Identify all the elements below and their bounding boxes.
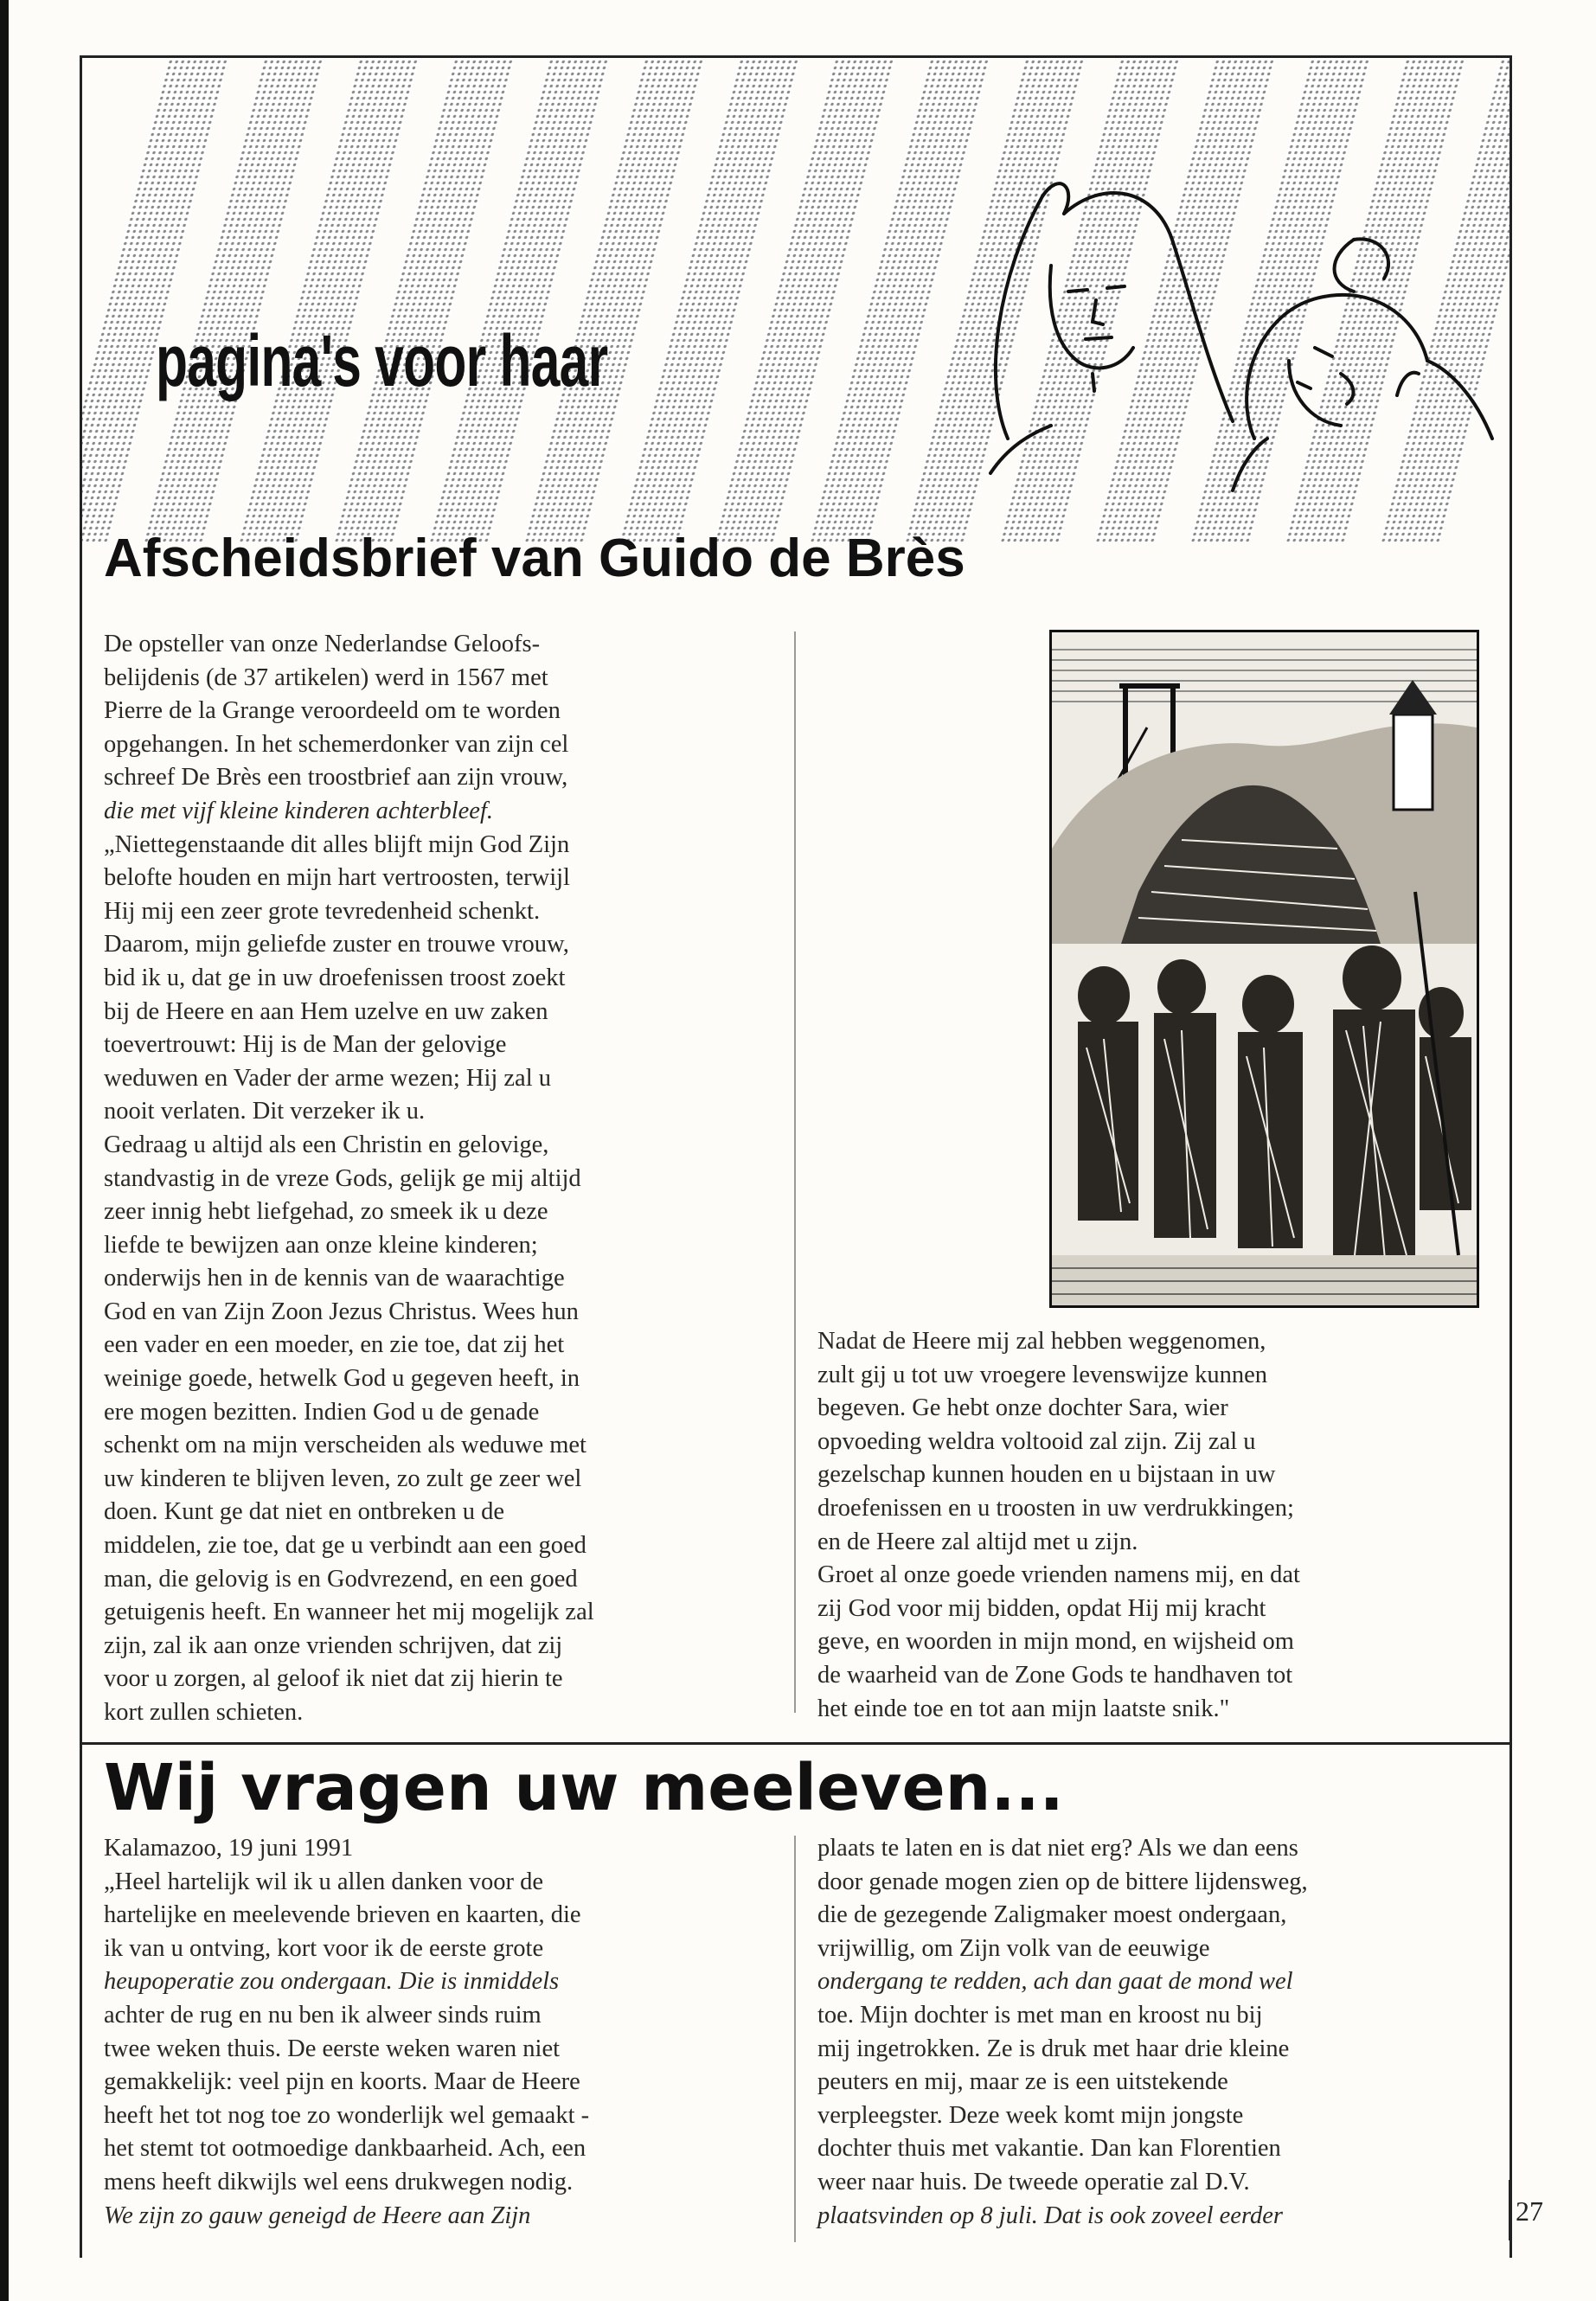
text-line: schreef De Brès een troostbrief aan zijn vrouw,	[104, 764, 568, 792]
text-line: zeer innig hebt liefgehad, zo smeek ik u deze	[104, 1198, 548, 1226]
text-line: voor u zorgen, al geloof ik niet dat zij hierin te	[104, 1665, 563, 1693]
text-line: heeft het tot nog toe zo wonderlijk wel gemaakt -	[104, 2101, 590, 2129]
section-title: pagina's voor haar	[156, 320, 608, 401]
text-line: door genade mogen zien op de bittere lijdensweg,	[817, 1868, 1308, 1895]
article-column-right	[817, 1325, 1484, 1726]
text-line: die de gezegende Zaligmaker moest ondergaan,	[817, 1901, 1287, 1929]
text-line: gemakkelijk: veel pijn en koorts. Maar de Heere	[104, 2068, 580, 2096]
text-line: droefenissen en u troosten in uw verdrukkingen;	[817, 1494, 1294, 1522]
text-line: mij ingetrokken. Ze is druk met haar drie kleine	[817, 2035, 1290, 2062]
text-line: heupoperatie zou ondergaan. Die is inmiddels	[104, 1968, 560, 1996]
article2-column-right	[817, 1832, 1484, 2233]
text-line: belofte houden en mijn hart vertroosten, terwijl	[104, 864, 570, 892]
text-line: Groet al onze goede vrienden namens mij, en dat	[817, 1561, 1300, 1589]
text-line: belijdenis (de 37 artikelen) werd in 1567 met	[104, 663, 548, 691]
article2-column-left	[104, 1832, 787, 2233]
text-line: bij de Heere en aan Hem uzelve en uw zaken	[104, 997, 548, 1025]
text-line: Nadat de Heere mij zal hebben weggenomen,	[817, 1328, 1266, 1355]
text-line: liefde te bewijzen aan onze kleine kinderen;	[104, 1231, 538, 1259]
text-line: plaatsvinden op 8 juli. Dat is ook zoveel eerder	[817, 2202, 1283, 2229]
text-line: weer naar huis. De tweede operatie zal D.V.	[817, 2168, 1250, 2195]
text-line: het einde toe en tot aan mijn laatste snik."	[817, 1695, 1230, 1722]
text-line: bid ik u, dat ge in uw droefenissen troost zoekt	[104, 964, 566, 991]
text-line: onderwijs hen in de kennis van de waarachtige	[104, 1265, 565, 1292]
text-line: man, die gelovig is en Godvrezend, en een goed	[104, 1565, 578, 1593]
text-line: ere mogen bezitten. Indien God u de genade	[104, 1398, 540, 1426]
text-line: twee weken thuis. De eerste weken waren niet	[104, 2035, 561, 2062]
text-line: „Heel hartelijk wil ik u allen danken voor de	[104, 1868, 544, 1895]
text-line: opgehangen. In het schemerdonker van zijn cel	[104, 730, 569, 758]
text-line: zult gij u tot uw vroegere levenswijze kunnen	[817, 1361, 1267, 1388]
text-line: „Niettegenstaande dit alles blijft mijn God Zijn	[104, 830, 570, 858]
text-line: schenkt om na mijn verscheiden als weduwe met	[104, 1432, 586, 1459]
text-line: doen. Kunt ge dat niet en ontbreken u de	[104, 1498, 504, 1526]
article-title-2: Wij vragen uw meeleven...	[104, 1751, 1064, 1825]
text-line: De opsteller van onze Nederlandse Geloofs-	[104, 631, 541, 657]
header-banner	[82, 58, 1509, 542]
article-column-left	[104, 628, 779, 1730]
text-line: toevertrouwt: Hij is de Man der gelovige	[104, 1031, 507, 1059]
page-number-rule	[1509, 2180, 1510, 2240]
text-line: God en van Zijn Zoon Jezus Christus. Wees hun	[104, 1298, 579, 1325]
text-line: dochter thuis met vakantie. Dan kan Florentien	[817, 2135, 1281, 2163]
text-line: ondergang te redden, ach dan gaat de mond wel	[817, 1968, 1293, 1996]
text-line: uw kinderen te blijven leven, zo zult ge zeer wel	[104, 1465, 582, 1492]
women-faces-illustration	[947, 162, 1501, 525]
text-line: peuters en mij, maar ze is een uitstekende	[817, 2068, 1228, 2096]
text-line: het stemt tot ootmoedige dankbaarheid. Ach, een	[104, 2135, 586, 2163]
page-number: 27	[1516, 2195, 1543, 2227]
text-line: Pierre de la Grange veroordeeld om te worden	[104, 697, 561, 725]
text-line: standvastig in de vreze Gods, gelijk ge mij altijd	[104, 1164, 581, 1192]
text-line: begeven. Ge hebt onze dochter Sara, wier	[817, 1394, 1228, 1422]
text-line: opvoeding weldra voltooid zal zijn. Zij zal u	[817, 1427, 1256, 1455]
text-line: Hij mij een zeer grote tevredenheid schenkt.	[104, 897, 541, 925]
binding-edge	[0, 0, 9, 2301]
text-line: mens heeft dikwijls wel eens drukwegen nodig.	[104, 2168, 574, 2195]
column-rule-2	[794, 1836, 796, 2242]
text-line: Daarom, mijn geliefde zuster en trouwe vrouw,	[104, 931, 569, 958]
text-line: getuigenis heeft. En wanneer het mij mogelijk zal	[104, 1599, 594, 1626]
text-line: kort zullen schieten.	[104, 1699, 304, 1726]
text-line: die met vijf kleine kinderen achterbleef.	[104, 797, 494, 824]
text-line: vrijwillig, om Zijn volk van de eeuwige	[817, 1934, 1210, 1962]
text-line: weduwen en Vader der arme wezen; Hij zal u	[104, 1064, 551, 1092]
text-line: zij God voor mij bidden, opdat Hij mij kracht	[817, 1594, 1266, 1622]
text-line: de waarheid van de Zone Gods te handhaven tot	[817, 1661, 1293, 1689]
text-line: achter de rug en nu ben ik alweer sinds ruim	[104, 2001, 542, 2029]
text-line: We zijn zo gauw geneigd de Heere aan Zijn	[104, 2202, 531, 2229]
article-title: Afscheidsbrief van Guido de Brès	[104, 529, 965, 588]
text-line: hartelijke en meelevende brieven en kaarten, die	[104, 1901, 581, 1929]
text-line: en de Heere zal altijd met u zijn.	[817, 1528, 1138, 1555]
text-line: Gedraag u altijd als een Christin en gelovige,	[104, 1131, 549, 1158]
text-line: zijn, zal ik aan onze vrienden schrijven, dat zij	[104, 1631, 563, 1659]
text-line: gezelschap kunnen houden en u bijstaan in uw	[817, 1461, 1276, 1489]
woodcut-illustration	[1049, 630, 1479, 1308]
text-line: een vader en een moeder, en zie toe, dat zij het	[104, 1331, 565, 1359]
text-line: Kalamazoo, 19 juni 1991	[104, 1835, 354, 1862]
text-line: weinige goede, hetwelk God u gegeven heeft, in	[104, 1365, 580, 1393]
text-line: nooit verlaten. Dit verzeker ik u.	[104, 1098, 426, 1125]
text-line: middelen, zie toe, dat ge u verbindt aan een goed	[104, 1532, 586, 1560]
text-line: plaats te laten en is dat niet erg? Als we dan eens	[817, 1835, 1298, 1862]
column-rule	[794, 631, 796, 1713]
text-line: geve, en woorden in mijn mond, en wijsheid om	[817, 1628, 1294, 1656]
text-line: verpleegster. Deze week komt mijn jongste	[817, 2101, 1244, 2129]
section-divider	[80, 1742, 1512, 1745]
text-line: ik van u ontving, kort voor ik de eerste grote	[104, 1934, 544, 1962]
text-line: toe. Mijn dochter is met man en kroost nu bij	[817, 2001, 1263, 2029]
